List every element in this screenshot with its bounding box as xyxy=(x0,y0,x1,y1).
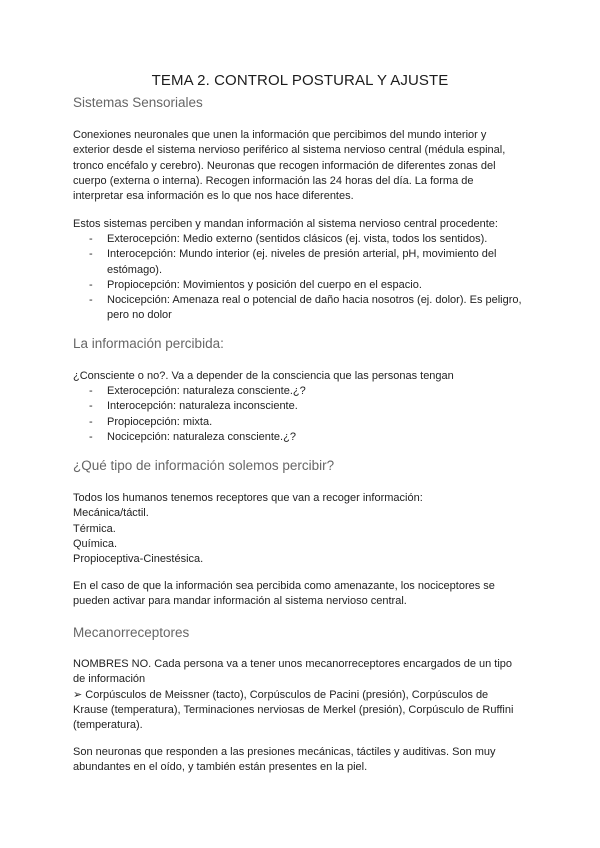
text-line: NOMBRES NO. Cada persona va a tener unos mecanorreceptores encargados de un tipo xyxy=(73,658,513,670)
text-line: Térmica. xyxy=(73,522,116,535)
text-line: Conexiones neuronales que unen la información que percibimos del mundo interior y xyxy=(73,129,487,141)
text-line: Química. xyxy=(73,537,118,550)
text-line: de información xyxy=(73,673,146,686)
text-line: Nocicepción: naturaleza consciente.¿? xyxy=(107,430,296,443)
text-line: Mecánica/táctil. xyxy=(73,507,149,520)
list-sensoriales xyxy=(73,232,543,324)
heading-informacion-percibida: La información percibida: xyxy=(73,336,224,351)
heading-mecanorreceptores: Mecanorreceptores xyxy=(73,625,190,640)
dash-bullet: - xyxy=(89,233,93,245)
dash-bullet: - xyxy=(89,415,93,428)
list-percibida xyxy=(73,384,543,445)
text-line: Estos sistemas perciben y mandan información al sistema nervioso central procedente: xyxy=(73,218,498,230)
dash-bullet: - xyxy=(89,294,93,307)
text-line: tronco encéfalo y cerebro). Neuronas que recogen información de diferentes zonas del xyxy=(73,159,496,172)
dash-bullet: - xyxy=(89,385,93,397)
list-item xyxy=(73,247,543,278)
text-line: Interocepción: Mundo interior (ej. niveles de presión arterial, pH, movimiento del xyxy=(107,248,497,261)
page-title: TEMA 2. CONTROL POSTURAL Y AJUSTE xyxy=(151,72,449,89)
dash-bullet: - xyxy=(89,278,93,291)
text-line: estómago). xyxy=(107,263,163,276)
text-line: Exterocepción: Medio externo (sentidos clásicos (ej. vista, todos los sentidos). xyxy=(107,233,488,245)
text-line: abundantes en el oído, y también están presentes en la piel. xyxy=(73,761,368,774)
heading-sistemas-sensoriales: Sistemas Sensoriales xyxy=(73,95,203,110)
text-line: Propiocepción: Movimientos y posición del cuerpo en el espacio. xyxy=(107,278,422,291)
text-line: En el caso de que la información sea percibida como amenazante, los nociceptores se xyxy=(73,580,495,592)
dash-bullet: - xyxy=(89,400,93,413)
list-item xyxy=(73,399,543,414)
text-line: Exterocepción: naturaleza consciente.¿? xyxy=(107,385,306,397)
list-item xyxy=(73,415,543,430)
text-line: ¿Consciente o no?. Va a depender de la consciencia que las personas tengan xyxy=(73,370,454,382)
dash-bullet: - xyxy=(89,430,93,443)
text-line: pueden activar para mandar información al sistema nervioso central. xyxy=(73,595,407,608)
text-line: pero no dolor xyxy=(107,309,172,322)
paragraph-sensoriales-intro xyxy=(73,128,533,204)
text-line: Son neuronas que responden a las presiones mecánicas, táctiles y auditivas. Son muy xyxy=(73,746,496,758)
text-line: Propioceptiva-Cinestésica. xyxy=(73,553,204,566)
text-line: Todos los humanos tenemos receptores que van a recoger información: xyxy=(73,492,423,504)
text-line: (temperatura). xyxy=(73,719,143,732)
paragraph-tipo xyxy=(73,491,533,567)
text-line: interpretar esa información es lo que nos hace diferentes. xyxy=(73,190,354,203)
text-line: cuerpo (externa o interna). Recogen información las 24 horas del día. La forma de xyxy=(73,174,474,187)
list-item xyxy=(73,384,543,399)
paragraph-tipo-closing xyxy=(73,579,533,610)
text-line: Nocicepción: Amenaza real o potencial de daño hacia nosotros (ej. dolor). Es peligro, xyxy=(107,294,522,307)
paragraph-sensoriales-lead xyxy=(73,217,533,232)
list-item xyxy=(73,232,543,247)
dash-bullet: - xyxy=(89,248,93,261)
paragraph-mecano xyxy=(73,657,533,733)
text-line: Propiocepción: mixta. xyxy=(107,415,213,428)
list-item xyxy=(73,293,543,324)
heading-tipo-informacion: ¿Qué tipo de información solemos percibir? xyxy=(73,458,335,473)
paragraph-mecano-closing xyxy=(73,745,533,776)
text-line: exterior desde el sistema nervioso periférico al sistema nervioso central (médula espinal, xyxy=(73,144,506,157)
paragraph-percibida-lead xyxy=(73,369,533,384)
text-line: Krause (temperatura), Terminaciones nerviosas de Merkel (presión), Corpúsculo de Ruffini xyxy=(73,703,514,716)
text-line: Interocepción: naturaleza inconsciente. xyxy=(107,400,298,413)
list-item xyxy=(73,430,543,445)
text-line: ➢ Corpúsculos de Meissner (tacto), Corpúsculos de Pacini (presión), Corpúsculos de xyxy=(73,688,489,701)
list-item xyxy=(73,278,543,293)
